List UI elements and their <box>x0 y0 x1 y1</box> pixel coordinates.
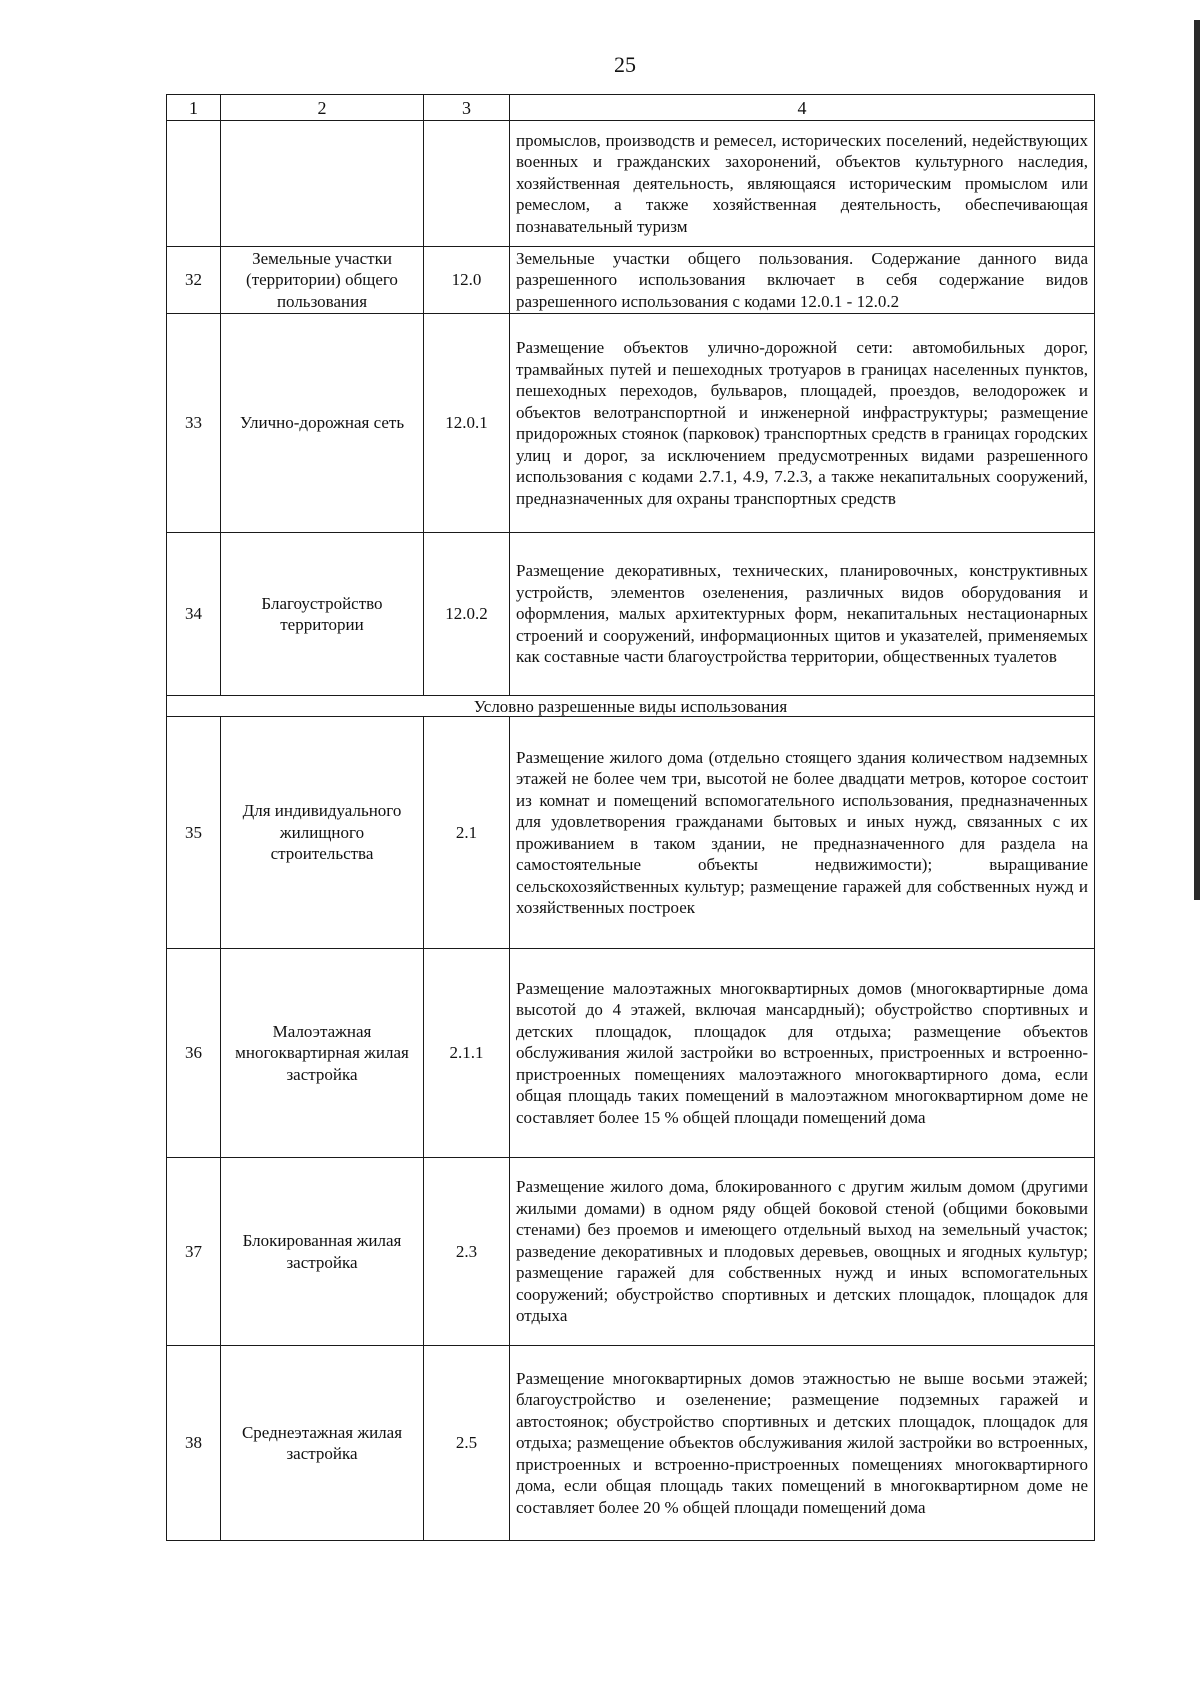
row-description: Размещение объектов улично-дорожной сети: автомобильных дорог, трамвайных путей и пешеходных тротуаров в границах населенных пунктов, пешеходных переходов, бульваров, площадей, проездов, велодорожек и объектов велотранспортной и инженерной инфраструктуры; размещение придорожных стоянок (парковок) транспортных средств в границах городских улиц и дорог, за исключением предусмотренных видами разрешенного использования с кодами 2.7.1, 4.9, 7.2.3, а также некапитальных сооружений, предназначенных для охраны транспортных средств <box>510 314 1095 533</box>
table-row <box>167 1158 1095 1346</box>
header-row <box>167 95 1095 121</box>
row-name: Благоустройство территории <box>221 533 424 696</box>
continuation-description: промыслов, производств и ремесел, исторических поселений, недействующих военных и гражданских захоронений, объектов культурного наследия, хозяйственная деятельность, являющаяся историческим промыслом или ремеслом, а также хозяйственная деятельность, обеспечивающая познавательный туризм <box>510 121 1095 247</box>
row-name: Земельные участки (территории) общего пользования <box>221 247 424 314</box>
table-row <box>167 949 1095 1158</box>
table-row-continuation <box>167 121 1095 247</box>
row-description: Размещение малоэтажных многоквартирных домов (многоквартирные дома высотой до 4 этажей, включая мансардный); обустройство спортивных и детских площадок, площадок для отдыха; размещение объектов обслуживания жилой застройки во встроенных, пристроенных и встроенно-пристроенных помещениях малоэтажного многоквартирного дома, если общая площадь таких помещений в малоэтажном многоквартирном доме не составляет более 15 % общей площади помещений дома <box>510 949 1095 1158</box>
row-number: 35 <box>167 717 221 949</box>
row-number: 38 <box>167 1346 221 1541</box>
empty-code-cell <box>424 121 510 247</box>
row-code: 12.0 <box>424 247 510 314</box>
row-code: 2.1.1 <box>424 949 510 1158</box>
row-number: 32 <box>167 247 221 314</box>
row-description: Размещение жилого дома (отдельно стоящего здания количеством надземных этажей не более чем три, высотой не более двадцати метров, которое состоит из комнат и помещений вспомогательного использования, предназначенных для удовлетворения гражданами бытовых и иных нужд, связанных с их проживанием в таком здании, не предназначенного для раздела на самостоятельные объекты недвижимости); выращивание сельскохозяйственных культур; размещение гаражей для собственных нужд и хозяйственных построек <box>510 717 1095 949</box>
row-code: 12.0.1 <box>424 314 510 533</box>
row-name: Малоэтажная многоквартирная жилая застройка <box>221 949 424 1158</box>
row-description: Земельные участки общего пользования. Содержание данного вида разрешенного использования включает в себя содержание видов разрешенного использования с кодами 12.0.1 - 12.0.2 <box>510 247 1095 314</box>
row-number: 36 <box>167 949 221 1158</box>
scan-edge-shadow <box>1194 20 1200 900</box>
row-code: 2.1 <box>424 717 510 949</box>
table-row <box>167 1346 1095 1541</box>
row-name: Блокированная жилая застройка <box>221 1158 424 1346</box>
row-number: 33 <box>167 314 221 533</box>
row-number: 34 <box>167 533 221 696</box>
header-col-1: 1 <box>167 95 221 121</box>
header-col-3: 3 <box>424 95 510 121</box>
row-description: Размещение многоквартирных домов этажностью не выше восьми этажей; благоустройство и озеленение; размещение подземных гаражей и автостоянок; обустройство спортивных и детских площадок, площадок для отдыха; размещение объектов обслуживания жилой застройки во встроенных, пристроенных и встроенно-пристроенных помещениях многоквартирного дома, если общая площадь таких помещений в многоквартирном доме не составляет более 20 % общей площади помещений дома <box>510 1346 1095 1541</box>
row-name: Для индивидуального жилищного строительства <box>221 717 424 949</box>
row-description: Размещение жилого дома, блокированного с другим жилым домом (другими жилыми домами) в одном ряду общей боковой стеной (общими боковыми стенами) без проемов и имеющего отдельный выход на земельный участок; разведение декоративных и плодовых деревьев, овощных и ягодных культур; размещение гаражей для собственных нужд и иных вспомогательных сооружений; обустройство спортивных и детских площадок, площадок для отдыха <box>510 1158 1095 1346</box>
table-row <box>167 247 1095 314</box>
header-col-4: 4 <box>510 95 1095 121</box>
row-code: 2.3 <box>424 1158 510 1346</box>
row-name: Улично-дорожная сеть <box>221 314 424 533</box>
row-code: 2.5 <box>424 1346 510 1541</box>
land-use-table <box>166 94 1095 1541</box>
row-description: Размещение декоративных, технических, планировочных, конструктивных устройств, элементов озеленения, различных видов оборудования и оформления, малых архитектурных форм, некапитальных нестационарных строений и сооружений, информационных щитов и указателей, применяемых как составные части благоустройства территории, общественных туалетов <box>510 533 1095 696</box>
table-row <box>167 533 1095 696</box>
row-code: 12.0.2 <box>424 533 510 696</box>
table-row <box>167 717 1095 949</box>
page-number: 25 <box>614 52 636 77</box>
header-col-2: 2 <box>221 95 424 121</box>
row-number: 37 <box>167 1158 221 1346</box>
empty-name-cell <box>221 121 424 247</box>
empty-num-cell <box>167 121 221 247</box>
section-row <box>167 696 1095 717</box>
row-name: Среднеэтажная жилая застройка <box>221 1346 424 1541</box>
table-row <box>167 314 1095 533</box>
section-title: Условно разрешенные виды использования <box>167 696 1095 717</box>
